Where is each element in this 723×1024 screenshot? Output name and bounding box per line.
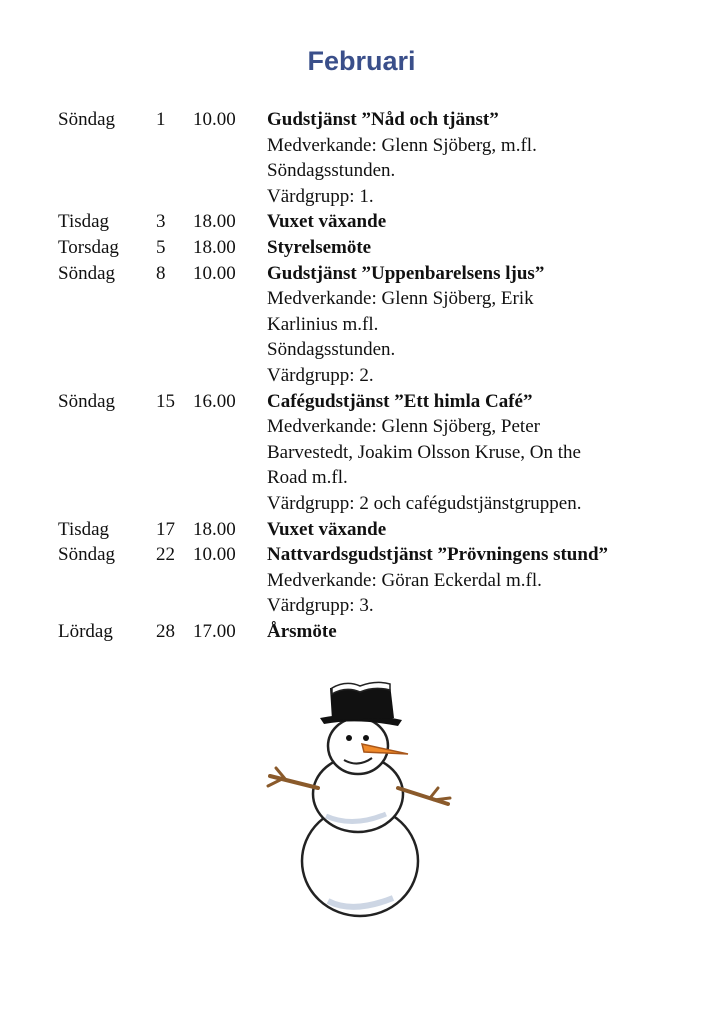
- entry-title: Gudstjänst ”Uppenbarelsens ljus”: [267, 262, 545, 284]
- entry-detail: Medverkande: Göran Eckerdal m.fl.: [267, 569, 542, 591]
- page-title: Februari: [307, 46, 416, 76]
- entry-line: [0, 440, 723, 466]
- schedule-entry: [0, 619, 723, 645]
- entry-day: Lördag: [58, 620, 113, 642]
- entry-line: [0, 542, 723, 568]
- entry-time: 10.00: [193, 544, 236, 566]
- entry-detail: Värdgrupp: 2.: [267, 364, 374, 386]
- schedule-entry: [0, 107, 723, 209]
- entry-title: Gudstjänst ”Nåd och tjänst”: [267, 109, 499, 130]
- entry-detail: Medverkande: Glenn Sjöberg, Erik: [267, 288, 534, 310]
- entry-line: [0, 568, 723, 594]
- entry-line: [0, 312, 723, 338]
- entry-line: [0, 133, 723, 159]
- schedule-entry: [0, 235, 723, 261]
- entry-title: Cafégudstjänst ”Ett himla Café”: [267, 390, 533, 412]
- entry-time: 18.00: [193, 236, 236, 258]
- entry-detail: Söndagsstunden.: [267, 339, 396, 361]
- entry-time: 17.00: [193, 620, 236, 642]
- entry-date: 17: [156, 518, 175, 540]
- entry-line: [0, 389, 723, 415]
- entry-date: 8: [156, 262, 166, 284]
- entry-line: [0, 158, 723, 184]
- entry-line: [0, 593, 723, 619]
- schedule-entry: [0, 389, 723, 517]
- entry-detail: Road m.fl.: [267, 467, 348, 489]
- schedule-entry: [0, 261, 723, 389]
- entry-detail: Medverkande: Glenn Sjöberg, Peter: [267, 416, 540, 438]
- entry-line: [0, 261, 723, 287]
- entry-day: Tisdag: [58, 518, 110, 540]
- entry-day: Söndag: [58, 390, 115, 412]
- event-schedule: [0, 107, 723, 644]
- entry-title: Nattvardsgudstjänst ”Prövningens stund”: [267, 544, 609, 566]
- entry-line: [0, 363, 723, 389]
- entry-time: 10.00: [193, 109, 236, 130]
- entry-day: Tisdag: [58, 211, 110, 233]
- entry-time: 16.00: [193, 390, 236, 412]
- entry-detail: Värdgrupp: 2 och cafégudstjänstgruppen.: [267, 492, 582, 514]
- snowman-icon: [258, 676, 458, 926]
- entry-detail: Söndagsstunden.: [267, 160, 396, 182]
- entry-title: Vuxet växande: [267, 211, 387, 233]
- entry-line: [0, 465, 723, 491]
- entry-line: [0, 619, 723, 645]
- schedule-entry: [0, 542, 723, 619]
- entry-line: [0, 517, 723, 543]
- entry-title: Årsmöte: [267, 620, 337, 642]
- schedule-entry: [0, 209, 723, 235]
- entry-date: 15: [156, 390, 175, 412]
- entry-day: Torsdag: [58, 236, 119, 258]
- entry-day: Söndag: [58, 544, 115, 566]
- entry-line: [0, 337, 723, 363]
- entry-time: 18.00: [193, 518, 236, 540]
- entry-line: [0, 235, 723, 261]
- entry-date: 3: [156, 211, 166, 233]
- entry-line: [0, 491, 723, 517]
- entry-line: [0, 184, 723, 210]
- entry-detail: Karlinius m.fl.: [267, 313, 379, 335]
- entry-date: 5: [156, 236, 166, 258]
- entry-detail: Medverkande: Glenn Sjöberg, m.fl.: [267, 134, 537, 156]
- entry-detail: Barvestedt, Joakim Olsson Kruse, On the: [267, 441, 581, 463]
- entry-day: Söndag: [58, 109, 115, 130]
- entry-line: [0, 286, 723, 312]
- entry-detail: Värdgrupp: 1.: [267, 185, 374, 207]
- entry-line: [0, 414, 723, 440]
- entry-date: 22: [156, 544, 175, 566]
- entry-day: Söndag: [58, 262, 115, 284]
- entry-title: Vuxet växande: [267, 518, 387, 540]
- entry-time: 10.00: [193, 262, 236, 284]
- schedule-entry: [0, 517, 723, 543]
- entry-line: [0, 107, 723, 133]
- entry-date: 28: [156, 620, 175, 642]
- entry-line: [0, 209, 723, 235]
- entry-title: Styrelsemöte: [267, 236, 372, 258]
- entry-time: 18.00: [193, 211, 236, 233]
- entry-date: 1: [156, 109, 166, 130]
- entry-detail: Värdgrupp: 3.: [267, 595, 374, 617]
